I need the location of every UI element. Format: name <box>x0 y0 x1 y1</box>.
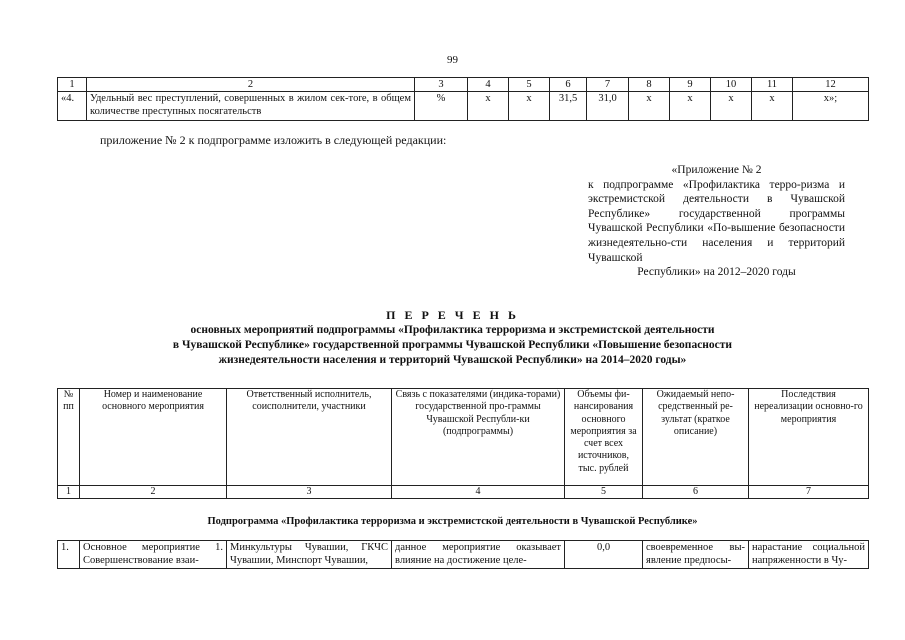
column-header: Ответственный исполнитель, соисполнители, участники <box>227 389 392 486</box>
table-cell: x»; <box>793 92 869 121</box>
list-subheading <box>0 323 905 368</box>
column-header: Номер и наименование основного мероприятия <box>80 389 227 486</box>
activities-table <box>57 540 869 569</box>
column-number: 4 <box>392 486 565 499</box>
table-cell: «4. <box>58 92 87 121</box>
column-number: 5 <box>565 486 643 499</box>
table-cell: 3 <box>415 78 468 92</box>
table-cell: своевременное вы-явление предпосы- <box>643 541 749 569</box>
table-header-row <box>58 389 869 486</box>
table-cell: 0,0 <box>565 541 643 569</box>
table-cell: x <box>670 92 711 121</box>
column-header: Последствия нереализации основно-го мероприятия <box>749 389 869 486</box>
column-number: 1 <box>58 486 80 499</box>
table-cell: 4 <box>468 78 509 92</box>
table-cell: x <box>752 92 793 121</box>
table-cell: x <box>711 92 752 121</box>
table-cell: x <box>629 92 670 121</box>
table-cell: 8 <box>629 78 670 92</box>
table-cell: 11 <box>752 78 793 92</box>
table-cell: 12 <box>793 78 869 92</box>
table-header-row <box>58 78 869 92</box>
table-row <box>58 541 869 569</box>
table-cell: нарастание социальной напряженности в Чу- <box>749 541 869 569</box>
appendix-body: к подпрограмме «Профилактика терро-ризма и экстремистской деятельности в Чувашской Республике» государственной программы Чувашской Республики «По-вышение безопасности жизнедеятельно-сти населения и территорий Чувашской <box>588 178 845 264</box>
table-cell: x <box>468 92 509 121</box>
table-cell: % <box>415 92 468 121</box>
subheading-line: жизнедеятельности населения и территорий Чувашской Республики» на 2014–2020 годы» <box>218 354 687 366</box>
column-header: Объемы фи-нансирования основного мероприятия за счет всех источников, тыс. рублей <box>565 389 643 486</box>
subheading-line: основных мероприятий подпрограммы «Профилактика терроризма и экстремистской деятельности <box>190 324 715 336</box>
table-cell: 31,5 <box>550 92 587 121</box>
appendix-note <box>588 163 845 280</box>
column-header: № пп <box>58 389 80 486</box>
column-header: Связь с показателями (индика-торами) государственной про-граммы Чувашской Республи-ки (подпрограммы) <box>392 389 565 486</box>
table-cell: 5 <box>509 78 550 92</box>
table-cell: 9 <box>670 78 711 92</box>
table-cell: Минкультуры Чувашии, ГКЧС Чувашии, Минспорт Чувашии, <box>227 541 392 569</box>
intro-paragraph: приложение № 2 к подпрограмме изложить в следующей редакции: <box>100 133 447 147</box>
table-cell: 7 <box>587 78 629 92</box>
table-cell: 6 <box>550 78 587 92</box>
table-cell: Удельный вес преступлений, совершенных в жилом сек-тore, в общем количестве преступных посягательств <box>87 92 415 121</box>
activities-header-table <box>57 388 869 499</box>
appendix-last-line: Республики» на 2012–2020 годы <box>637 266 796 279</box>
table-cell: 31,0 <box>587 92 629 121</box>
indicators-table <box>57 77 869 121</box>
table-cell: данное мероприятие оказывает влияние на достижение целе- <box>392 541 565 569</box>
table-cell: 2 <box>87 78 415 92</box>
page-number: 99 <box>447 54 458 66</box>
appendix-title: «Приложение № 2 <box>671 164 762 176</box>
table-cell: 1. <box>58 541 80 569</box>
list-heading: П Е Р Е Ч Е Н Ь <box>386 308 519 322</box>
subprogram-title: Подпрограмма «Профилактика терроризма и экстремистской деятельности в Чувашской Республике» <box>207 516 698 527</box>
column-number: 7 <box>749 486 869 499</box>
table-cell: x <box>509 92 550 121</box>
column-number-row <box>58 486 869 499</box>
table-cell: 10 <box>711 78 752 92</box>
table-row <box>58 92 869 121</box>
column-number: 2 <box>80 486 227 499</box>
column-header: Ожидаемый непо-средственный ре-зультат (краткое описание) <box>643 389 749 486</box>
table-cell: 1 <box>58 78 87 92</box>
column-number: 6 <box>643 486 749 499</box>
column-number: 3 <box>227 486 392 499</box>
table-cell: Основное мероприятие 1. Совершенствование взаи- <box>80 541 227 569</box>
subheading-line: в Чувашской Республике» государственной программы Чувашской Республики «Повышение безопасности <box>172 339 733 351</box>
